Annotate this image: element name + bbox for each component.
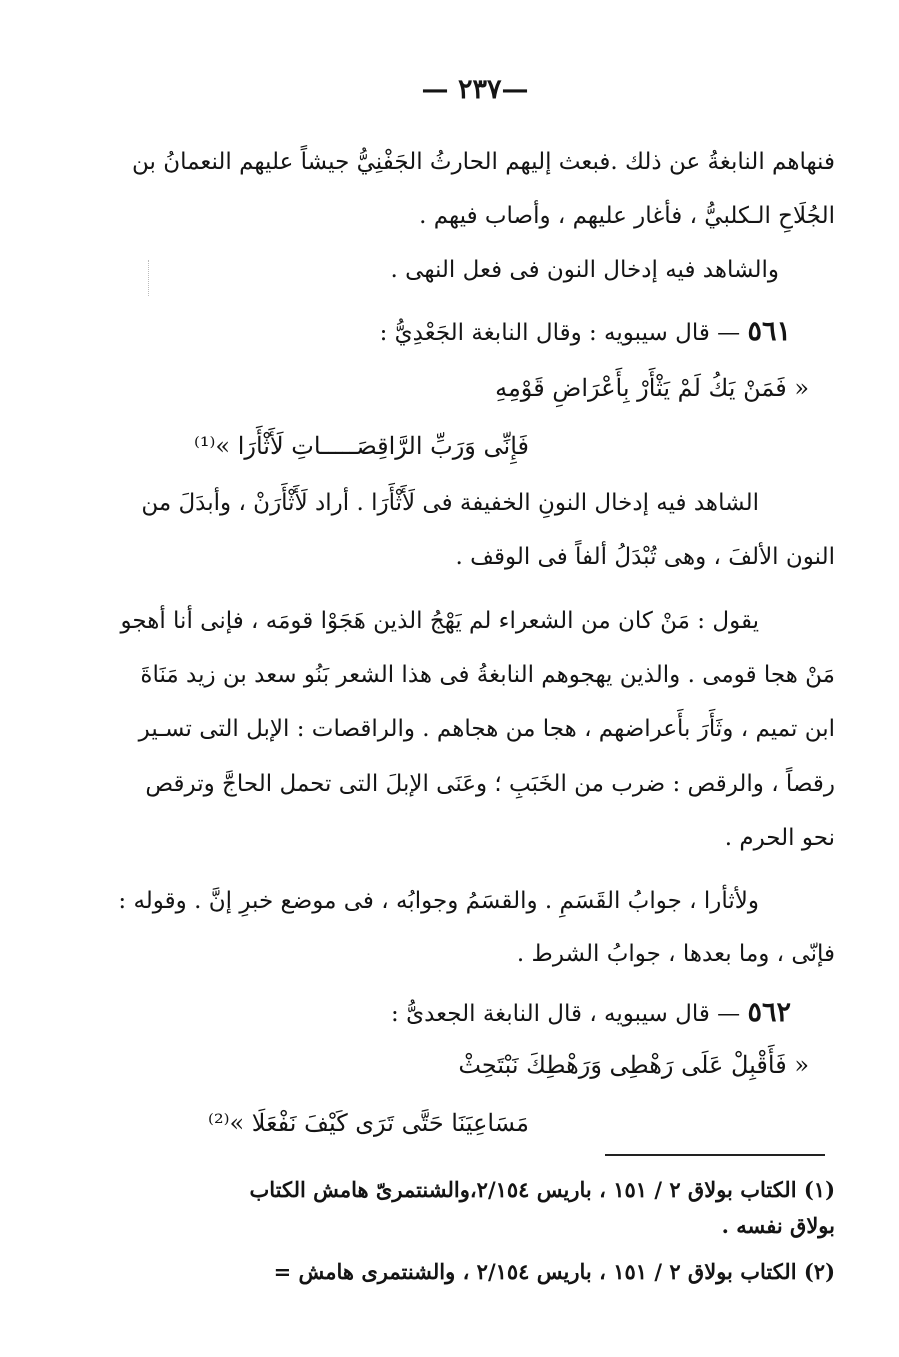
entry-heading-text: — قال سيبويه ، قال النابغة الجعدىُّ : xyxy=(391,1001,741,1027)
footnote-divider xyxy=(605,1154,825,1156)
text-line: ابن تميم ، وثَأَرَ بأَعراضهم ، هجا من هجاهم . والراقصات : الإبل التى تسـير xyxy=(138,716,835,742)
verse-line: « فَمَنْ يَكُ لَمْ يَثْأَرْ بِأَعْرَاضِ قَوْمِهِ xyxy=(495,374,809,402)
text-line: النون الألفَ ، وهى تُبْدَلُ ألفاً فى الوقف . xyxy=(455,544,835,570)
scan-mark xyxy=(148,260,153,296)
entry-number: ٥٦١ xyxy=(747,316,791,347)
text-line: والشاهد فيه إدخال النون فى فعل النهى . xyxy=(390,257,779,283)
page-number: — ٢٣٧— xyxy=(421,74,529,105)
text-line: ولأثأرا ، جوابُ القَسَمِ . والقسَمُ وجوابُه ، فى موضع خبرِ إنَّ . وقوله : xyxy=(118,888,759,914)
footnote: بولاق نفسه . xyxy=(721,1213,835,1238)
footnote: (١) الكتاب بولاق ٢ / ١٥١ ، باريس ٢/١٥٤،والشنتمرىّ هامش الكتاب xyxy=(249,1177,835,1202)
verse-line: « فَأَقْبِلْ عَلَى رَهْطِى وَرَهْطِكَ نَبْتَحِثْ xyxy=(458,1051,809,1079)
text-line: يقول : مَنْ كان من الشعراء لم يَهْجُ الذين هَجَوْا قومَه ، فإنى أنا أهجو xyxy=(120,608,759,634)
text-line: فإنّى ، وما بعدها ، جوابُ الشرط . xyxy=(516,941,835,967)
text-line: رقصاً ، والرقص : ضرب من الخَبَبِ ؛ وعَنَى الإبلَ التى تحمل الحاجَّ وترقص xyxy=(145,771,835,797)
entry-heading xyxy=(391,997,791,1030)
entry-heading-text: — قال سيبويه : وقال النابغة الجَعْدِيُّ : xyxy=(379,320,741,346)
text-line: فنهاهم النابغةُ عن ذلك .فبعث إليهم الحارثُ الجَفْنِيُّ جيشاً عليهم النعمانُ بن xyxy=(131,149,835,175)
footnote: (٢) الكتاب بولاق ٢ / ١٥١ ، باريس ٢/١٥٤ ، والشنتمرى هامش = xyxy=(273,1259,835,1284)
text-line: الشاهد فيه إدخال النونِ الخفيفة فى لَأَثْأَرَا . أراد لَأَثْأَرَنْ ، وأبدَلَ من xyxy=(141,490,759,516)
entry-heading xyxy=(380,316,791,349)
verse-line: فَإِنِّى وَرَبِّ الرَّاقِصَـــــاتِ لَأَثْأَرَا »⁽¹⁾ xyxy=(193,432,529,460)
text-line: مَنْ هجا قومى . والذين يهجوهم النابغةُ فى هذا الشعر بَنُو سعد بن زيد مَنَاةَ xyxy=(140,662,835,688)
text-line: نحو الحرم . xyxy=(724,825,835,851)
entry-number: ٥٦٢ xyxy=(747,997,791,1028)
text-line: الجُلَاحِ الـكلبيُّ ، فأغار عليهم ، وأصاب فيهم . xyxy=(419,203,835,229)
verse-line: مَسَاعِيَنَا حَتَّى تَرَى كَيْفَ نَفْعَلَا »⁽²⁾ xyxy=(208,1109,529,1137)
